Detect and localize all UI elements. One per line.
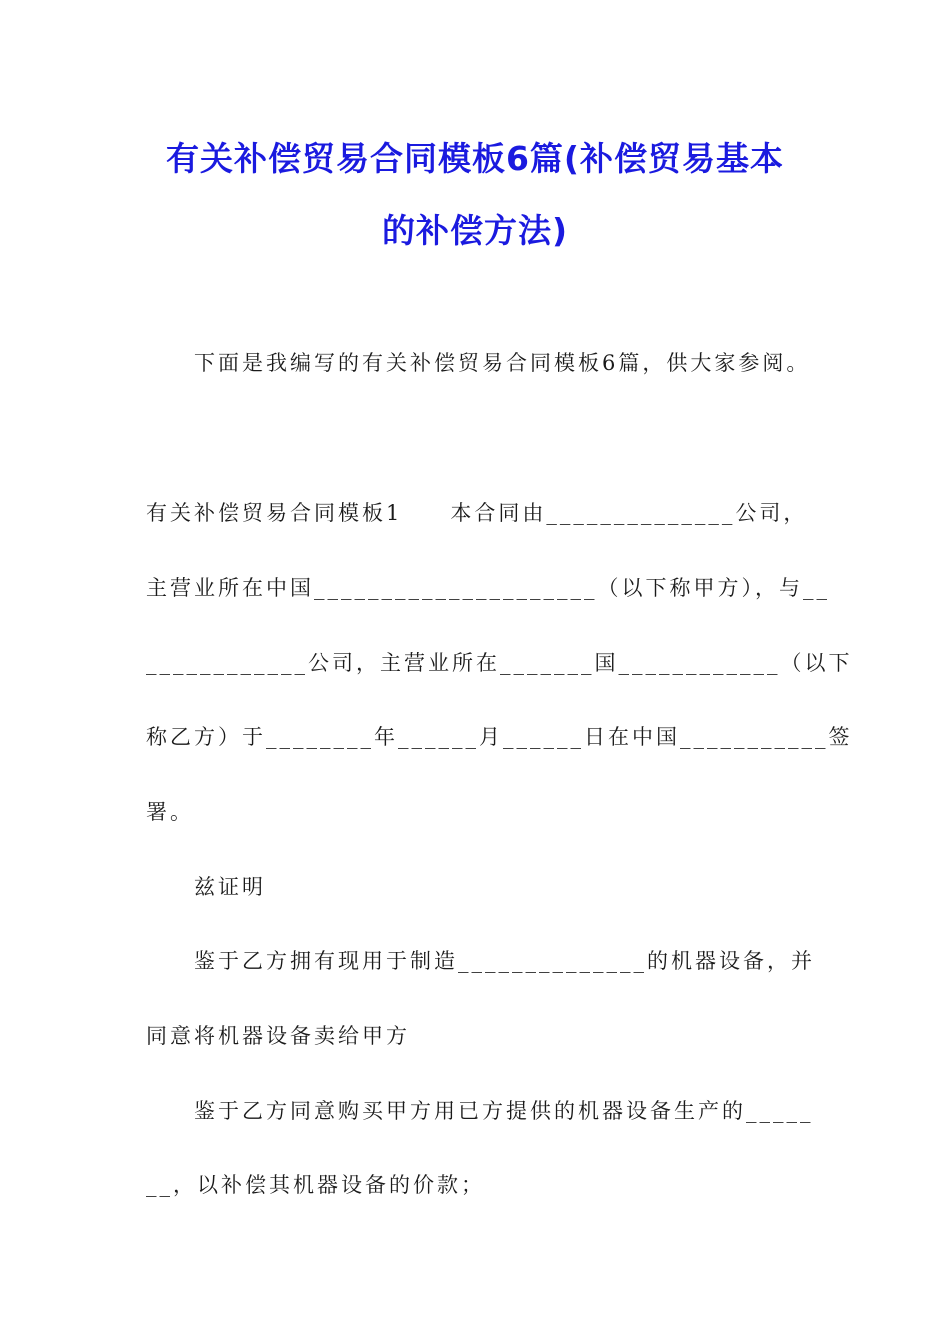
contract-line: 鉴于乙方同意购买甲方用已方提供的机器设备生产的_____ [194,1099,814,1123]
document-title-line-1: 有关补偿贸易合同模板6篇(补偿贸易基本 [165,139,785,178]
contract-line: 鉴于乙方拥有现用于制造______________的机器设备，并 [194,949,815,973]
contract-line: 署。 [146,800,194,824]
contract-line: 称乙方）于________年______月______日在中国___________签 [146,725,853,749]
intro-paragraph: 下面是我编写的有关补偿贸易合同模板6篇，供大家参阅。 [194,351,811,375]
contract-line: 兹证明 [194,875,266,899]
contract-line: ____________公司，主营业所在_______国____________（以下 [146,651,853,675]
contract-line: 同意将机器设备卖给甲方 [146,1024,410,1048]
contract-line: 主营业所在中国_____________________（以下称甲方），与__ [146,576,830,600]
contract-line: __，以补偿其机器设备的价款； [146,1173,485,1197]
contract-line: 有关补偿贸易合同模板1 本合同由______________公司， [146,501,808,525]
document-title-line-2: 的补偿方法) [381,211,569,250]
